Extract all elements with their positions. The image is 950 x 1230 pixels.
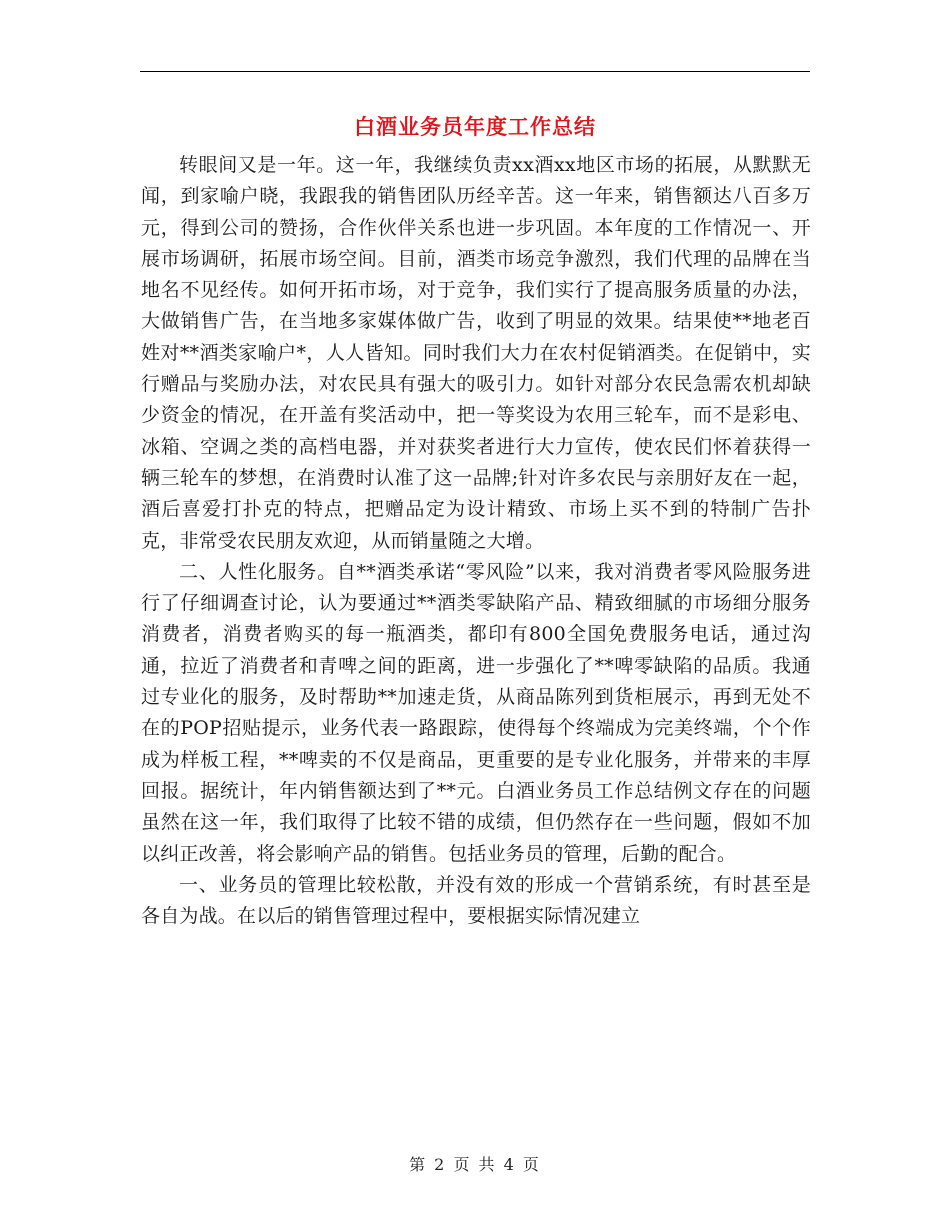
header-rule xyxy=(140,71,810,72)
paragraph-2: 二、人性化服务。自**酒类承诺“零风险”以来，我对消费者零风险服务进行了仔细调查讨论，认为要通过**酒类零缺陷产品、精致细腻的市场细分服务消费者，消费者购买的每一瓶酒类，都印有800全国免费服务电话，通过沟通，拉近了消费者和青啤之间的距离，进一步强化了**啤零缺陷的品质。我通过专业化的服务，及时帮助**加速走货，从商品陈列到货柜展示，再到无处不在的POP招贴提示，业务代表一路跟踪，使得每个终端成为完美终端，个个作成为样板工程，**啤卖的不仅是商品，更重要的是专业化服务，并带来的丰厚回报。据统计，年内销售额达到了**元。白酒业务员工作总结例文存在的问题虽然在这一年，我们取得了比较不错的成绩，但仍然存在一些问题，假如不加以纠正改善，将会影响产品的销售。包括业务员的管理，后勤的配合。 xyxy=(141,560,811,865)
page-number: 第 2 页 共 4 页 xyxy=(409,1155,541,1174)
document-body xyxy=(141,150,811,932)
paragraph-1: 转眼间又是一年。这一年，我继续负责xx酒xx地区市场的拓展，从默默无闻，到家喻户晓，我跟我的销售团队历经辛苦。这一年来，销售额达八百多万元，得到公司的赞扬，合作伙伴关系也进一步巩固。本年度的工作情况一、开展市场调研，拓展市场空间。目前，酒类市场竞争激烈，我们代理的品牌在当地名不见经传。如何开拓市场，对于竞争，我们实行了提高服务质量的办法，大做销售广告，在当地多家媒体做广告，收到了明显的效果。结果使**地老百姓对**酒类家喻户*，人人皆知。同时我们大力在农村促销酒类。在促销中，实行赠品与奖励办法，对农民具有强大的吸引力。如针对部分农民急需农机却缺少资金的情况，在开盖有奖活动中，把一等奖设为农用三轮车，而不是彩电、冰箱、空调之类的高档电器，并对获奖者进行大力宣传，使农民们怀着获得一辆三轮车的梦想，在消费时认准了这一品牌;针对许多农民与亲朋好友在一起，酒后喜爱打扑克的特点，把赠品定为设计精致、市场上买不到的特制广告扑克，非常受农民朋友欢迎，从而销量随之大增。 xyxy=(141,154,811,552)
document-title: 白酒业务员年度工作总结 xyxy=(354,115,596,139)
paragraph-3: 一、业务员的管理比较松散，并没有效的形成一个营销系统，有时甚至是各自为战。在以后的销售管理过程中，要根据实际情况建立 xyxy=(141,873,811,928)
